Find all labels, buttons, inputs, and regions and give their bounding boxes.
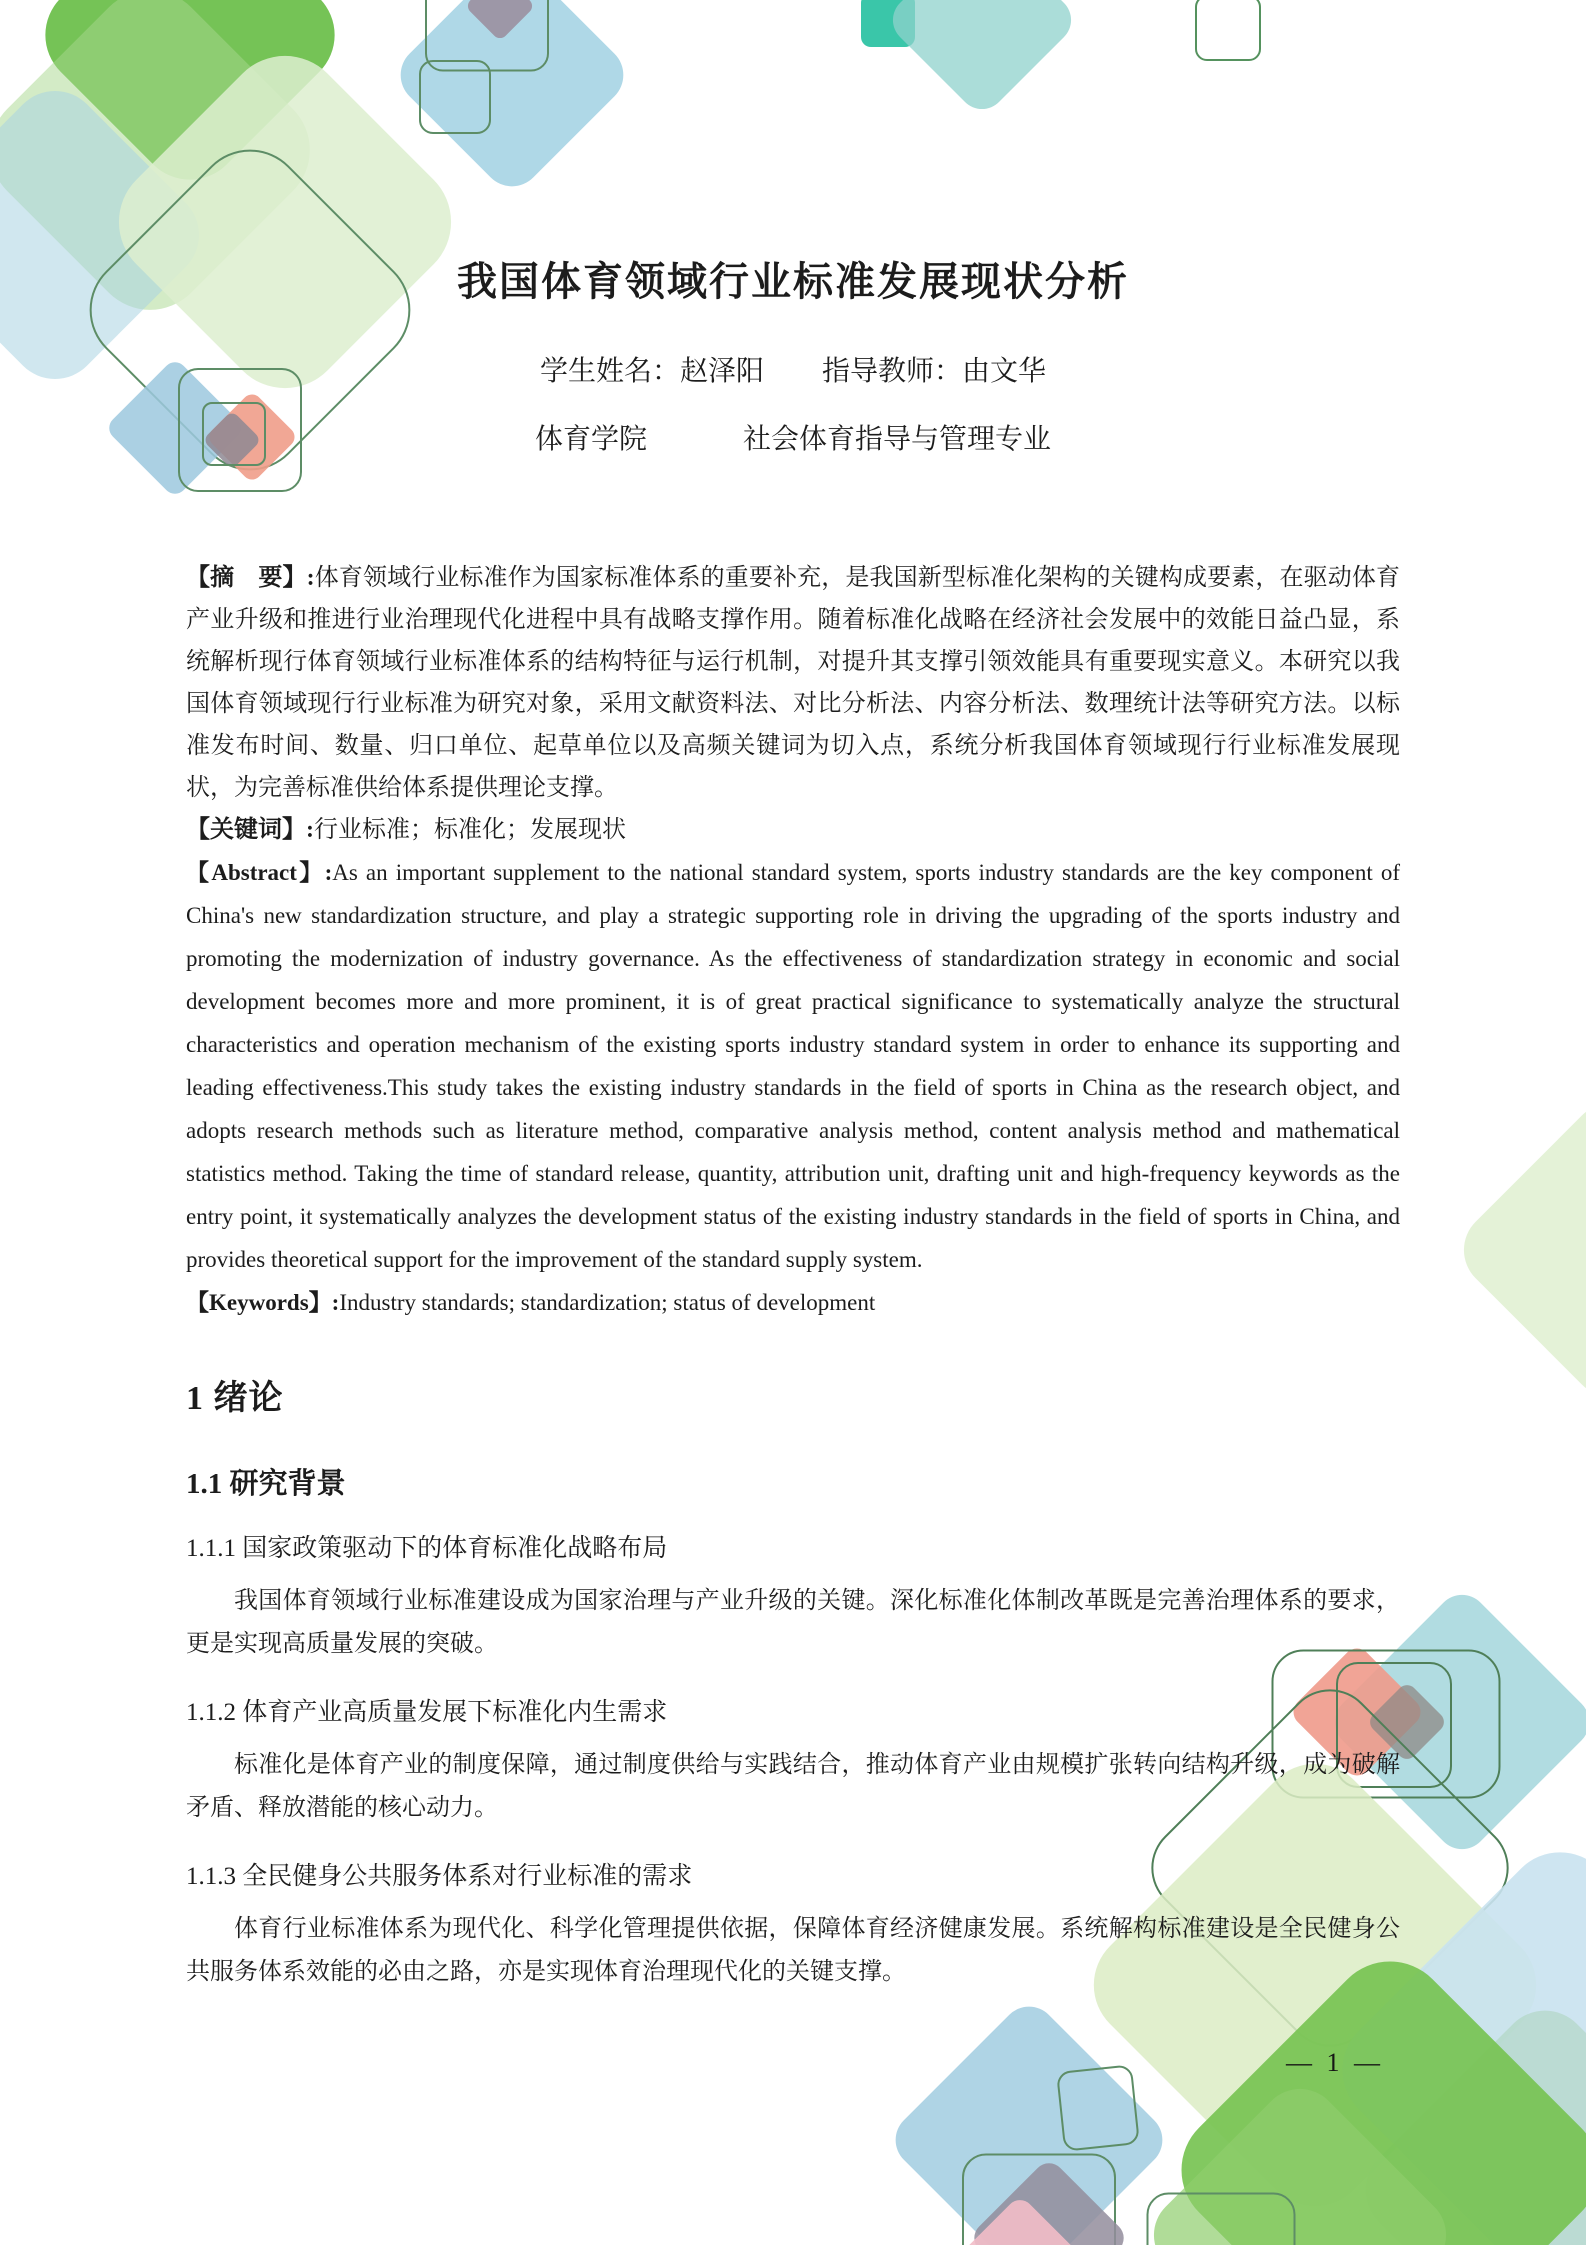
decoration-shape	[419, 60, 491, 134]
keywords-en-text: Industry standards; standardization; status of development	[339, 1290, 876, 1315]
abstract-cn-text: 体育领域行业标准作为国家标准体系的重要补充，是我国新型标准化架构的关键构成要素，在驱动体育产业升级和推进行业治理现代化进程中具有战略支撑作用。随着标准化战略在经济社会发展中的效能日益凸显，系统解析现行体育领域行业标准体系的结构特征与运行机制，对提升其支撑引领效能具有重要现实意义。本研究以我国体育领域现行行业标准为研究对象，采用文献资料法、对比分析法、内容分析法、数理统计法等研究方法。以标准发布时间、数量、归口单位、起草单位以及高频关键词为切入点，系统分析我国体育领域现行行业标准发展现状，为完善标准供给体系提供理论支撑。	[186, 565, 1400, 801]
college-name: 体育学院	[534, 424, 647, 455]
affiliation	[186, 417, 1400, 457]
subsection-3	[186, 1856, 1400, 1994]
subsection-2	[186, 1692, 1400, 1830]
keywords-cn	[186, 809, 1400, 851]
decoration-shape	[1147, 2193, 1296, 2245]
keywords-en	[186, 1281, 1400, 1324]
subsection-body: 我国体育领域行业标准建设成为国家治理与产业升级的关键。深化标准化体制改革既是完善治理体系的要求，更是实现高质量发展的突破。	[186, 1588, 1400, 1657]
paper-content	[0, 250, 1586, 1994]
abstract-en	[186, 851, 1400, 1281]
abstract-cn-label: 【摘 要】:	[186, 565, 315, 591]
subsection-heading: 1.1.1 国家政策驱动下的体育标准化战略布局	[186, 1535, 668, 1562]
decoration-shape	[1056, 2064, 1140, 2152]
abstract-section	[186, 557, 1400, 1324]
advisor-name: 指导教师：由文华	[822, 356, 1047, 387]
subsection-heading: 1.1.2 体育产业高质量发展下标准化内生需求	[186, 1699, 668, 1726]
major-name: 社会体育指导与管理专业	[743, 424, 1052, 455]
student-name: 学生姓名：赵泽阳	[539, 356, 764, 387]
keywords-en-label: 【Keywords】:	[186, 1290, 340, 1315]
page-title: 我国体育领域行业标准发展现状分析	[457, 260, 1129, 304]
decoration-shape	[883, 0, 1081, 119]
decoration-shape	[1195, 0, 1261, 61]
chapter-heading: 1 绪论	[186, 1380, 284, 1417]
subsection-heading: 1.1.3 全民健身公共服务体系对行业标准的需求	[186, 1863, 693, 1890]
subsection-body: 标准化是体育产业的制度保障，通过制度供给与实践结合，推动体育产业由规模扩张转向结构升级，成为破解矛盾、释放潜能的核心动力。	[186, 1752, 1400, 1821]
page-number: — 1 —	[1286, 2048, 1384, 2077]
subsection-1	[186, 1528, 1400, 1666]
subsection-body: 体育行业标准体系为现代化、科学化管理提供依据，保障体育经济健康发展。系统解构标准建设是全民健身公共服务体系效能的必由之路，亦是实现体育治理现代化的关键支撑。	[186, 1916, 1400, 1985]
abstract-en-text: As an important supplement to the national standard system, sports industry standards are the key component of China's new standardization structure, and play a strategic supporting role in driving the upgrading of the sports industry and promoting the modernization of industry governance. As the effectiveness of standardization strategy in economic and social development becomes more and more prominent, it is of great practical significance to systematically analyze the structural characteristics and operation mechanism of the existing sports industry standard system in order to enhance its supporting and leading effectiveness.This study takes the existing industry standards in the field of sports in China as the research object, and adopts research methods such as literature method, comparative analysis method, content analysis method and mathematical statistics method. Taking the time of standard release, quantity, attribution unit, drafting unit and high-frequency keywords as the entry point, it systematically analyzes the development status of the existing industry standards in the field of sports in China, and provides theoretical support for the improvement of the standard supply system.	[186, 860, 1400, 1272]
byline	[186, 349, 1400, 389]
abstract-cn	[186, 557, 1400, 809]
section-heading: 1.1 研究背景	[186, 1468, 346, 1500]
keywords-cn-label: 【关键词】:	[186, 817, 314, 843]
abstract-en-label: 【Abstract】:	[186, 860, 333, 885]
keywords-cn-text: 行业标准；标准化；发展现状	[314, 817, 626, 843]
